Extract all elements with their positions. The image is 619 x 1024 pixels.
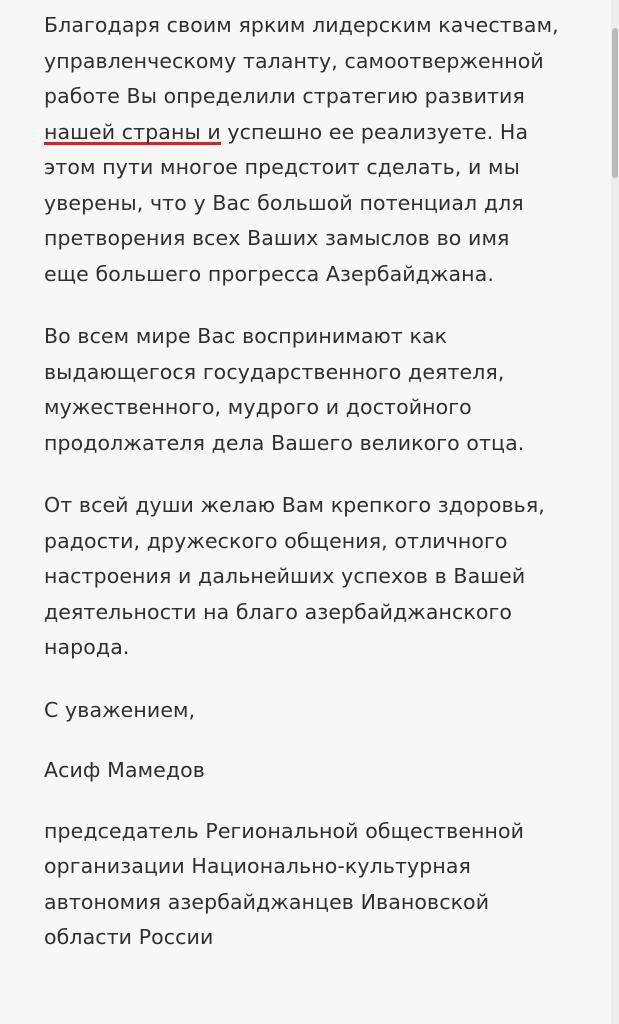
paragraph-3: От всей души желаю Вам крепкого здоровья, радости, дружеского общения, отличного настроения и дальнейших успехов в Вашей деятельности на благо азербайджанского народа. [44, 493, 545, 659]
paragraph-1-part-b: успешно ее реализуете. На этом пути многое предстоит сделать, и мы уверены, что у Вас большой потенциал для претворения всех Ваших замыслов во имя еще большего прогресса Азербайджана. [44, 119, 529, 286]
paragraph-1-part-a: Благодаря своим ярким лидерским качествам, управленческому таланту, самоотверженной работе Вы определили стратегию развития [44, 13, 559, 108]
paragraph-2: Во всем мире Вас воспринимают как выдающегося государственного деятеля, мужественного, мудрого и достойного продолжателя дела Вашего великого отца. [44, 324, 525, 455]
signature-title: председатель Региональной общественной организации Национально-культурная автономия азербайджанцев Ивановской области России [44, 818, 525, 949]
scrollbar-track[interactable] [611, 0, 619, 1024]
signature-closing: С уважением, [44, 697, 196, 722]
scrollbar-thumb[interactable] [612, 28, 618, 178]
paragraph-1 [44, 8, 559, 292]
signature-name: Асиф Мамедов [44, 758, 205, 782]
red-underlined-text: нашей страны и [44, 119, 221, 144]
